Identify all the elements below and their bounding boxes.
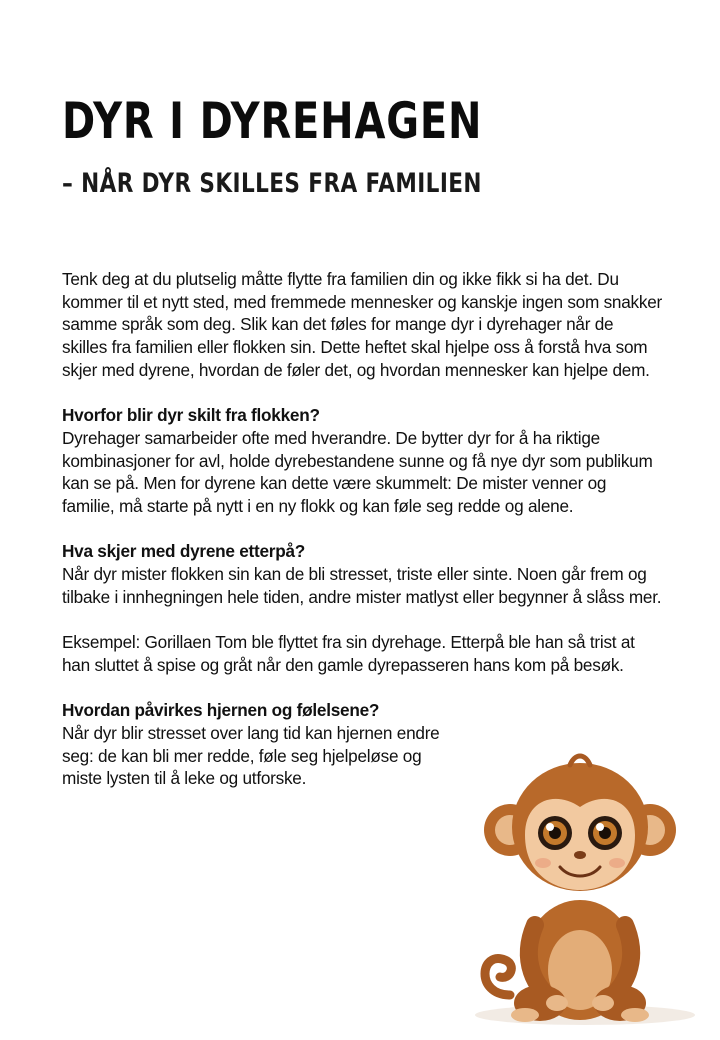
example-paragraph: Eksempel: Gorillaen Tom ble flyttet fra sin dyrehage. Etterpå ble han så trist at han sluttet å spise og gråt når den gamle dyrepasseren hans kom på besøk. — [62, 632, 635, 675]
page-subtitle: – NÅR DYR SKILLES FRA FAMILIEN — [62, 168, 482, 199]
section-paragraph: Dyrehager samarbeider ofte med hverandre. De bytter dyr for å ha riktige kombinasjoner for avl, holde dyrebestandene sunne og få nye dyr som publikum kan se på. Men for dyrene kan dette være skummelt: De mister venner og familie, må starte på nytt i en ny flokk og kan føle seg redde og alene. — [62, 427, 653, 517]
section-heading: Hva skjer med dyrene etterpå? — [62, 541, 306, 562]
section-heading: Hvorfor blir dyr skilt fra flokken? — [62, 405, 320, 426]
page-title: DYR I DYREHAGEN — [62, 92, 483, 150]
intro-paragraph: Tenk deg at du plutselig måtte flytte fra familien din og ikke fikk si ha det. Du kommer til et nytt sted, med fremmede mennesker og kanskje ingen som snakker samme språk som deg. Slik kan det føles for mange dyr i dyrehager når de skilles fra familien eller flokken sin. Dette heftet skal hjelpe oss å forstå hva som skjer med dyrene, hvordan de føler det, og hvordan mennesker kan hjelpe dem. — [62, 269, 663, 380]
monkey-illustration-icon — [455, 745, 710, 1030]
section-paragraph: Når dyr mister flokken sin kan de bli stresset, triste eller sinte. Noen går frem og tilbake i innhegningen hele tiden, andre mister matlyst eller begynner å slåss mer. — [62, 564, 662, 607]
section-paragraph: Når dyr blir stresset over lang tid kan hjernen endre seg: de kan bli mer redde, føle seg hjelpeløse og miste lysten til å leke og utforske. — [62, 723, 440, 789]
article-body — [62, 268, 662, 790]
section-heading: Hvordan påvirkes hjernen og følelsene? — [62, 700, 380, 721]
